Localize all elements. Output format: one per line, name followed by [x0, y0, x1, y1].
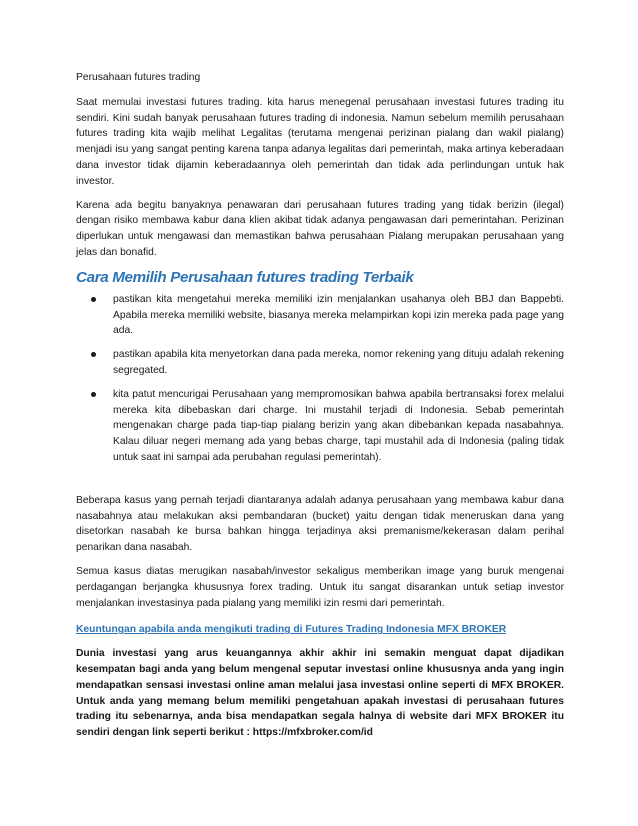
list-item — [76, 387, 564, 466]
document-title: Perusahaan futures trading — [76, 72, 201, 83]
bullet-icon — [91, 392, 96, 397]
benefits-link[interactable]: Keuntungan apabila anda mengikuti trading di Futures Trading Indonesia MFX BROKER — [76, 624, 507, 636]
list-item — [76, 292, 564, 339]
closing-paragraph: Dunia investasi yang arus keuangannya akhir akhir ini semakin menguat dapat dijadikan kesempatan bagi anda yang belum mengenal seputar investasi online khususnya anda yang ingin mendapatkan sensasi investasi online aman melalui jasa investasi online seperti di MFX BROKER. Untuk anda yang memang belum memiliki pengetahuan apakah investasi di perusahaan futures trading itu sebenarnya, anda bisa mendapatkan segala halnya di website dari MFX BROKER itu sendiri dengan link seperti berikut : https://mfxbroker.com/id — [76, 648, 564, 739]
intro-paragraph-2: Karena ada begitu banyaknya penawaran dari perusahaan futures trading yang tidak berizin (ilegal) dengan risiko membawa kabur dana klien akibat tidak adanya pengawasan dari pemerintahan. Perizinan diperlukan untuk mengawasi dan memastikan bahwa perusahaan Pialang merupakan perusahaan yang jelas dan bonafid. — [76, 199, 564, 258]
intro-paragraph-1: Saat memulai investasi futures trading. kita harus menegenal perusahaan investasi futures trading itu sendiri. Kini sudah banyak perusahaan futures trading di indonesia. Namun sebelum memilih perusahaan futures trading kita wajib melihat Legalitas (terutama mengenai perizinan pialang dan wakil pialang) menjadi isu yang sangat penting karena tanpa adanya legalitas dari pemerintah, maka artinya keberadaan dana investor tidak dijamin keberadaannya oleh pemerintah dan tidak ada perlindungan untuk hak investor. — [76, 96, 564, 187]
list-item-text: pastikan apabila kita menyetorkan dana pada mereka, nomor rekening yang dituju adalah rekening segregated. — [113, 349, 564, 376]
list-item-text: pastikan kita mengetahui mereka memiliki izin menjalankan usahanya oleh BBJ dan Bappebti. Apabila mereka memiliki website, biasanya mereka melampirkan kopi izin mereka pada page yang ada. — [113, 293, 564, 337]
bullet-icon — [91, 352, 96, 357]
cases-paragraph: Beberapa kasus yang pernah terjadi diantaranya adalah adanya perusahaan yang membawa kabur dana nasabahnya atau melakukan aksi pembandaran (bucket) yaitu dengan tidak meneruskan dana yang disetorkan nasabah ke bursa bahkan hingga terjadinya aksi premanisme/kekerasan dalam perihal penarikan dana nasabah. — [76, 494, 564, 554]
list-item — [76, 347, 564, 379]
list-item-text: kita patut mencurigai Perusahaan yang mempromosikan bahwa apabila bertransaksi forex melalui mereka kita dibebaskan dari charge. Ini mustahil terjadi di Indonesia. Sebab pemerintah mengenakan charge pada tiap-tiap pialang berizin yang akan dibebankan kepada nasabahnya. Kalau diluar negeri memang ada yang bebas charge, tapi mustahil ada di Indonesia (paling tidak untuk saat ini sampai ada perubahan regulasi pemerintah). — [113, 388, 564, 463]
tips-list — [76, 292, 564, 466]
bullet-icon — [91, 297, 96, 302]
section-heading: Cara Memilih Perusahaan futures trading Terbaik — [76, 268, 414, 286]
advice-paragraph: Semua kasus diatas merugikan nasabah/investor sekaligus memberikan image yang buruk mengenai perdagangan berjangka khususnya forex trading. Untuk itu sangat disarankan untuk setiap investor menjalankan investasinya pada pialang yang memiliki izin resmi dari pemerintah. — [76, 565, 564, 609]
